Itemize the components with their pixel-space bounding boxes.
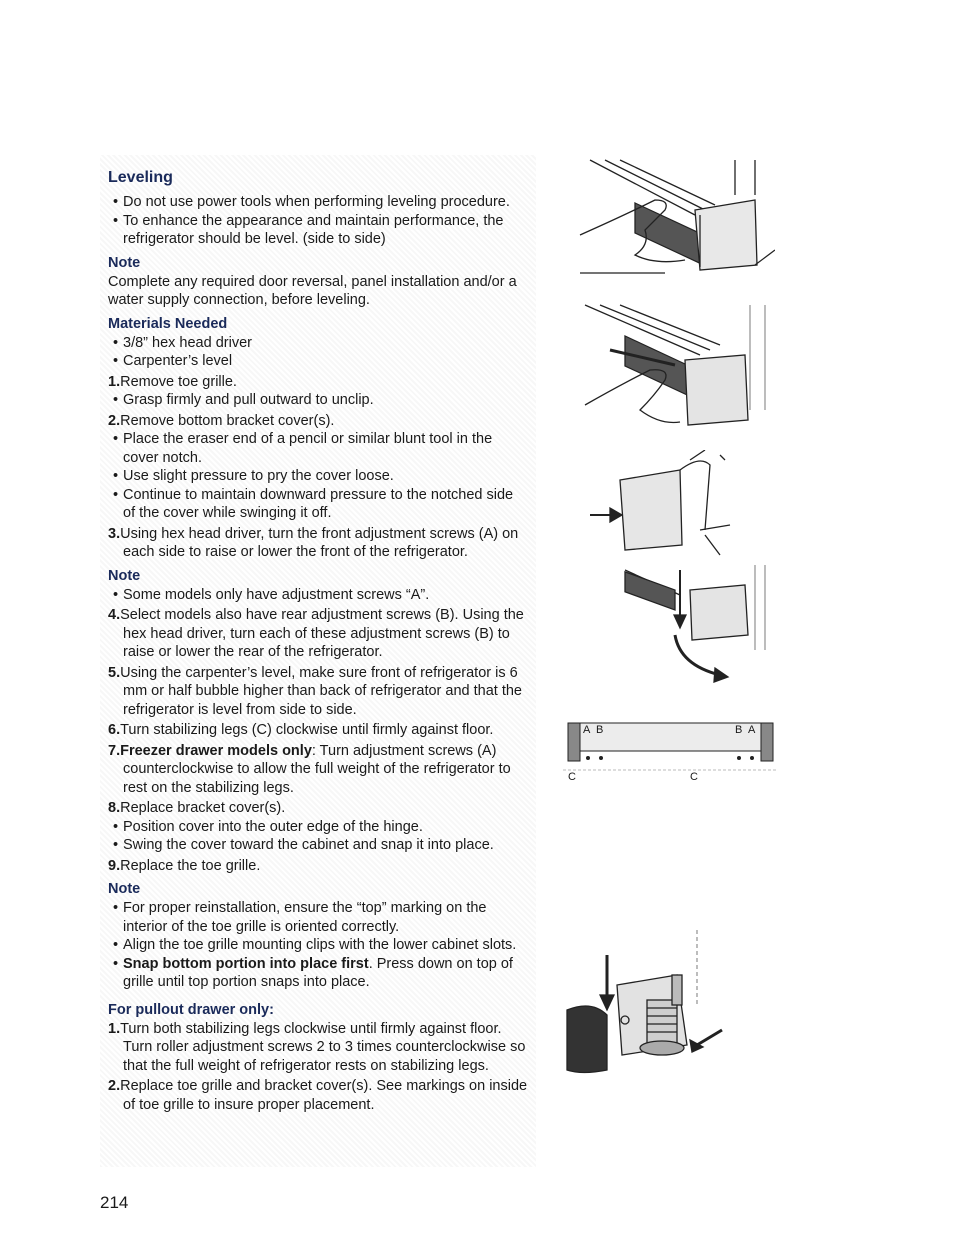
note-bullet: • For proper reinstallation, ensure the “top” marking on the interior of the toe grille is oriented correctly. [108, 899, 528, 936]
note-heading: Note [108, 254, 141, 271]
step-bullet: • Use slight pressure to pry the cover loose. [108, 467, 528, 486]
pullout-step-2: 2.Replace toe grille and bracket cover(s). See markings on inside of toe grille to insure proper placement. [108, 1078, 528, 1113]
step-bullet: • Continue to maintain downward pressure to the notched side of the cover while swinging it off. [108, 486, 528, 523]
bracket-cover-swing-illustration [590, 450, 770, 560]
step-8: 8.Replace bracket cover(s). [108, 800, 286, 816]
step-6: 6.Turn stabilizing legs (C) clockwise until firmly against floor. [108, 722, 494, 738]
bracket-cover-replace-illustration [620, 560, 770, 685]
pullout-heading: For pullout drawer only: [108, 1001, 274, 1018]
label-c-left: C [568, 771, 576, 783]
step-7: 7.Freezer drawer models only: Turn adjustment screws (A) counterclockwise to allow the full weight of the refrigerator to rest on the stabilizing legs. [108, 742, 511, 796]
toe-grille-removal-illustration [575, 155, 775, 280]
material-item: • Carpenter’s level [108, 352, 528, 371]
label-c-right: C [690, 771, 698, 783]
step-bullet: • Swing the cover toward the cabinet and snap it into place. [108, 836, 528, 855]
note-bullet: • Align the toe grille mounting clips with the lower cabinet slots. [108, 936, 528, 955]
step-1: 1.Remove toe grille. [108, 373, 237, 390]
bracket-cover-pry-illustration [580, 300, 770, 440]
note-heading: Note [108, 881, 141, 897]
intro-bullet: • To enhance the appearance and maintain performance, the refrigerator should be level. (side to side) [108, 212, 528, 249]
note-text: Complete any required door reversal, panel installation and/or a water supply connection, before leveling. [108, 273, 517, 308]
stabilizing-leg-illustration [562, 930, 737, 1080]
step-bullet: • Place the eraser end of a pencil or similar blunt tool in the cover notch. [108, 430, 528, 467]
label-a-left: A [583, 724, 591, 736]
label-b-left: B [596, 724, 604, 736]
adjustment-screws-diagram [563, 718, 778, 788]
section-title: Leveling [108, 169, 173, 186]
note-bullet: • Some models only have adjustment screws “A”. [108, 586, 528, 605]
material-item: • 3/8” hex head driver [108, 334, 528, 353]
label-a-right: A [748, 724, 756, 736]
step-bullet: • Grasp firmly and pull outward to unclip. [108, 391, 528, 410]
note-bullet: • Snap bottom portion into place first. Press down on top of grille until top portion snaps into place. [108, 955, 528, 992]
note-heading: Note [108, 567, 141, 584]
step-2: 2.Remove bottom bracket cover(s). [108, 412, 335, 429]
step-5: 5.Using the carpenter’s level, make sure front of refrigerator is 6 mm or half bubble higher than back of refrigerator and that the refrigerator is level from side to side. [108, 664, 522, 718]
intro-bullet: • Do not use power tools when performing leveling procedure. [108, 193, 528, 212]
step-bullet: • Position cover into the outer edge of the hinge. [108, 818, 528, 837]
pullout-step-1: 1.Turn both stabilizing legs clockwise until firmly against floor. Turn roller adjustment screws 2 to 3 times counterclockwise so that the full weight of refrigerator rests on stabilizing legs. [108, 1020, 526, 1074]
page-number: 214 [100, 1193, 129, 1212]
label-b-right: B [735, 724, 743, 736]
step-4: 4.Select models also have rear adjustment screws (B). Using the hex head driver, turn each of these adjustment screws (B) to raise or lower the rear of the refrigerator. [108, 607, 524, 660]
materials-heading: Materials Needed [108, 315, 228, 332]
instructions-panel [100, 155, 536, 1167]
step-9: 9.Replace the toe grille. [108, 857, 261, 874]
step-3: 3.Using hex head driver, turn the front adjustment screws (A) on each side to raise or lower the front of the refrigerator. [108, 525, 519, 560]
